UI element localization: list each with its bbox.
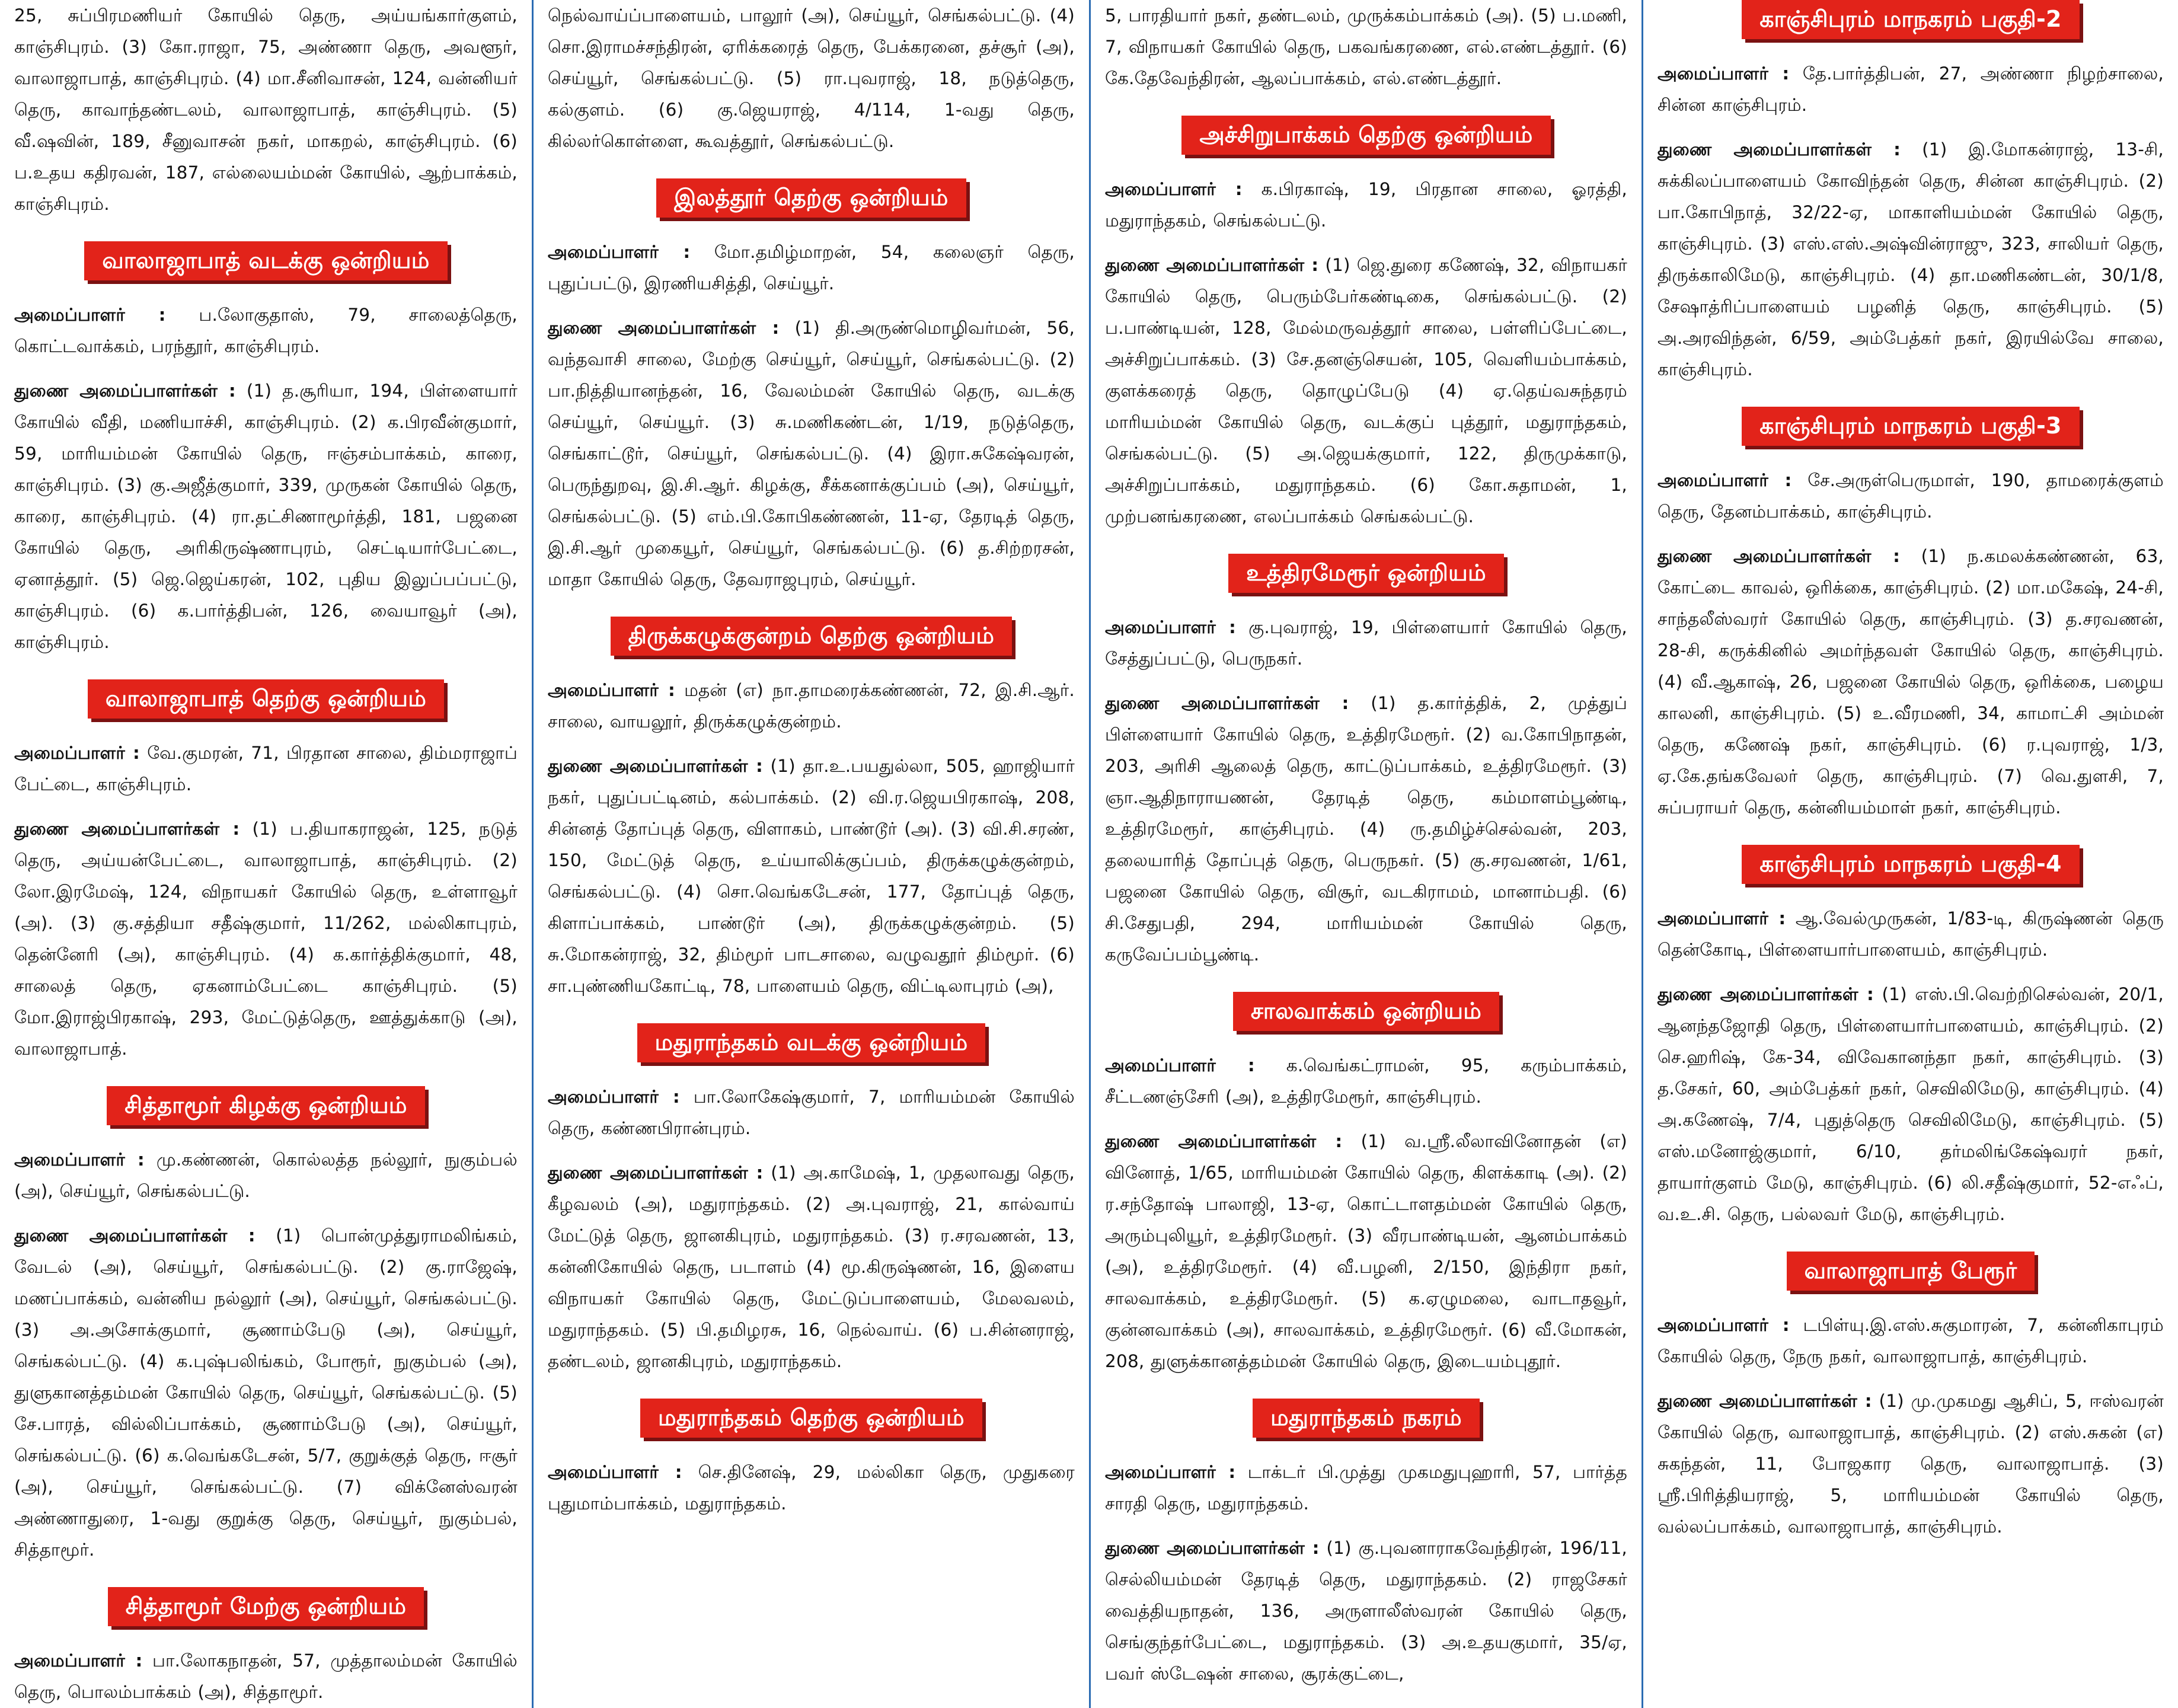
organiser-entry-text: செ.தினேஷ், 29, மல்லிகா தெரு, முதுகரை புதுமாம்பாக்கம், மதுராந்தகம். — [548, 1462, 1075, 1514]
section-heading-wrap — [548, 617, 1075, 656]
deputy-organisers-entry-text: (1) ஜெ.துரை கணேஷ், 32, விநாயகர் கோயில் தெரு, பெரும்பேர்கண்டிகை, செங்கல்பட்டு. (2) ப.பாண்டியன், 128, மேல்மருவத்தூர் சாலை, பள்ளிப்பேட்டை, அச்சிறுப்பாக்கம். (3) சே.தனஞ்செயன், 105, வெளியம்பாக்கம், குளக்கரைத் தெரு, தொழுப்பேடு (4) ஏ.தெய்வசுந்தரம் மாரியம்மன் கோயில் தெரு, வடக்குப் புத்தூர், மதுராந்தகம், செங்கல்பட்டு. (5) அ.ஜெயக்குமார், 122, திருமுக்காடு, அச்சிறுப்பாக்கம், மதுராந்தகம். (6) கோ.சுதாமன், 1, முற்பனங்கரணை, எலப்பாக்கம் செங்கல்பட்டு. — [1105, 255, 1628, 526]
column-4 — [1643, 0, 2178, 1708]
organiser-entry — [1658, 903, 2164, 966]
deputy-organisers-entry-label: துணை அமைப்பாளர்கள் : — [14, 819, 240, 839]
section-heading-wrap — [14, 1086, 518, 1125]
section-heading-wrap — [14, 679, 518, 719]
union-section — [14, 1587, 518, 1708]
deputy-organisers-entry-label: துணை அமைப்பாளர்கள் : — [1105, 1538, 1320, 1558]
deputy-organisers-entry-text: (1) மு.முகமது ஆசிப், 5, ஈஸ்வரன் கோயில் தெரு, வாலாஜாபாத், காஞ்சிபுரம். (2) எஸ்.சுகன் (எ) சுகந்தன், 11, போஜகார தெரு, வாலாஜாபாத். (3) ஸ்ரீ.பிரித்தியராஜ், 5, மாரியம்மன் கோயில் தெரு, வல்லப்பாக்கம், வாலாஜாபாத், காஞ்சிபுரம். — [1658, 1391, 2164, 1537]
union-section — [548, 1023, 1075, 1377]
deputy-organisers-entry — [14, 375, 518, 658]
organiser-entry-label: அமைப்பாளர் : — [1658, 63, 1790, 84]
organiser-entry-text: பா.லோகநாதன், 57, முத்தாலம்மன் கோயில் தெரு, பொலம்பாக்கம் (அ), சித்தாமூர். — [14, 1650, 518, 1702]
section-heading: வாலாஜாபாத் வடக்கு ஒன்றியம் — [84, 241, 447, 280]
organiser-entry — [548, 675, 1075, 738]
section-heading: காஞ்சிபுரம் மாநகரம் பகுதி-4 — [1742, 845, 2080, 884]
union-section — [548, 1399, 1075, 1519]
organiser-entry-label: அமைப்பாளர் : — [1105, 1055, 1255, 1075]
section-heading: வாலாஜாபாத் பேரூர் — [1787, 1252, 2035, 1291]
section-heading: மதுராந்தகம் நகரம் — [1253, 1399, 1480, 1438]
union-section — [1105, 554, 1627, 970]
organiser-entry-label: அமைப்பாளர் : — [14, 305, 166, 325]
deputy-organisers-entry-label: துணை அமைப்பாளர்கள் : — [1658, 139, 1901, 159]
union-section — [14, 679, 518, 1065]
organiser-entry-label: அமைப்பாளர் : — [548, 1462, 682, 1482]
organiser-entry-label: அமைப்பாளர் : — [14, 1150, 145, 1170]
deputy-organisers-entry-text: (1) பொன்முத்துராமலிங்கம், வேடல் (அ), செய்யூர், செங்கல்பட்டு. (2) கு.ராஜேஷ், மணப்பாக்கம், வன்னிய நல்லூர் (அ), செய்யூர், செங்கல்பட்டு. (3) அ.அசோக்குமார், சூணாம்பேடு (அ), செய்யூர், செங்கல்பட்டு. (4) க.புஷ்பலிங்கம், போரூர், நுகும்பல் (அ), துளுகானத்தம்மன் கோயில் தெரு, செய்யூர், செங்கல்பட்டு. (5) சே.பாரத், வில்லிப்பாக்கம், சூணாம்பேடு (அ), செய்யூர், செங்கல்பட்டு. (6) க.வெங்கடேசன், 5/7, குறுக்குத் தெரு, ஈசூர் (அ), செய்யூர், செங்கல்பட்டு. (7) விக்னேஸ்வரன் அண்ணாதுரை, 1-வது குறுக்கு தெரு, செய்யூர், நுகும்பல், சித்தாமூர். — [14, 1225, 518, 1560]
section-heading-wrap — [14, 241, 518, 280]
section-heading: இலத்தூர் தெற்கு ஒன்றியம் — [656, 178, 966, 218]
section-heading-wrap — [548, 1399, 1075, 1438]
organiser-entry-label: அமைப்பாளர் : — [1658, 908, 1786, 928]
deputy-organisers-entry-label: துணை அமைப்பாளர்கள் : — [1105, 693, 1349, 713]
organiser-entry-label: அமைப்பாளர் : — [548, 1087, 680, 1107]
union-section — [1105, 1399, 1627, 1690]
deputy-organisers-entry-label: துணை அமைப்பாளர்கள் : — [1658, 546, 1901, 566]
union-section — [1658, 0, 2164, 385]
section-heading-wrap — [1658, 845, 2164, 884]
section-heading-wrap — [1105, 1399, 1627, 1438]
section-heading: சாலவாக்கம் ஒன்றியம் — [1233, 992, 1499, 1031]
deputy-organisers-entry — [1658, 1385, 2164, 1543]
deputy-organisers-entry — [14, 1220, 518, 1566]
deputy-organisers-entry-label: துணை அமைப்பாளர்கள் : — [548, 756, 764, 776]
organiser-entry — [14, 738, 518, 800]
deputy-organisers-entry — [1658, 134, 2164, 385]
deputy-organisers-entry — [1105, 250, 1627, 532]
organiser-entry-label: அமைப்பாளர் : — [1105, 179, 1243, 199]
union-section — [1658, 407, 2164, 823]
union-section — [1658, 845, 2164, 1230]
deputy-organisers-entry-label: துணை அமைப்பாளர்கள் : — [1658, 984, 1874, 1004]
organiser-entry — [1658, 58, 2164, 121]
deputy-organisers-entry-text: (1) த.கார்த்திக், 2, முத்துப் பிள்ளையார் கோயில் தெரு, உத்திரமேரூர். (2) வ.கோபிநாதன், 203, அரிசி ஆலைத் தெரு, காட்டுப்பாக்கம், உத்திரமேரூர். (3) ஞா.ஆதிநாராயணன், தேரடித் தெரு, கம்மாளம்பூண்டி, உத்திரமேரூர், காஞ்சிபுரம். (4) ரு.தமிழ்ச்செல்வன், 203, தலையாரித் தோப்புத் தெரு, பெருநகர். (5) கு.சரவணன், 1/61, பஜனை கோயில் தெரு, விசூர், வடகிராமம், மானாம்பதி. (6) சி.சேதுபதி, 294, மாரியம்மன் கோயில் தெரு, கருவேப்பம்பூண்டி. — [1105, 693, 1628, 965]
organiser-entry — [1658, 465, 2164, 528]
organiser-entry-text: க.பிரகாஷ், 19, பிரதான சாலை, ஓரத்தி, மதுராந்தகம், செங்கல்பட்டு. — [1105, 179, 1627, 231]
organiser-entry-label: அமைப்பாளர் : — [14, 1650, 143, 1671]
deputy-organisers-entry — [1105, 1533, 1627, 1690]
organiser-entry — [548, 1081, 1075, 1144]
deputy-organisers-entry-text: (1) அ.காமேஷ், 1, முதலாவது தெரு, கீழவலம் (அ), மதுராந்தகம். (2) அ.புவராஜ், 21, கால்வாய் மேட்டுத் தெரு, ஜானகிபுரம், மதுராந்தகம். (3) ர.சரவணன், 13, கன்னிகோயில் தெரு, படாளம் (4) மூ.கிருஷ்ணன், 16, இளைய விநாயகர் கோயில் தெரு, மேட்டுப்பாளையம், மேலவலம், மதுராந்தகம். (5) பி.தமிழரசு, 16, நெல்வாய். (6) ப.சின்னராஜ், தண்டலம், ஜானகிபுரம், மதுராந்தகம். — [548, 1163, 1075, 1371]
section-heading-wrap — [1105, 116, 1627, 155]
organiser-entry-text: மதன் (எ) நா.தாமரைக்கண்ணன், 72, இ.சி.ஆர். சாலை, வாயலூர், திருக்கழுக்குன்றம். — [548, 680, 1075, 732]
organiser-entry-label: அமைப்பாளர் : — [1105, 1462, 1236, 1482]
deputy-organisers-entry-text: (1) எஸ்.பி.வெற்றிசெல்வன், 20/1, ஆனந்தஜோதி தெரு, பிள்ளையார்பாளையம், காஞ்சிபுரம். (2) செ.ஹரிஷ், கே-34, விவேகானந்தா நகர், காஞ்சிபுரம். (3) த.சேகர், 60, அம்பேத்கர் நகர், செவிலிமேடு, காஞ்சிபுரம். (4) அ.கணேஷ், 7/4, புதுத்தெரு செவிலிமேடு, காஞ்சிபுரம். (5) எஸ்.மனோஜ்குமார், 6/10, தர்மலிங்கேஷ்வரர் நகர், தாயார்குளம் மேடு, காஞ்சிபுரம். (6) லி.சதீஷ்குமார், 52-எஃப், வ.உ.சி. தெரு, பல்லவர் மேடு, காஞ்சிபுரம். — [1658, 984, 2164, 1224]
deputy-organisers-entry-text: (1) த.சூரியா, 194, பிள்ளையார் கோயில் வீதி, மணியாச்சி, காஞ்சிபுரம். (2) க.பிரவீன்குமார், 59, மாரியம்மன் கோயில் தெரு, ஈஞ்சம்பாக்கம், காரை, காஞ்சிபுரம். (3) கு.அஜீத்குமார், 339, முருகன் கோயில் தெரு, காரை, காஞ்சிபுரம். (4) ரா.தட்சிணாமூர்த்தி, 181, பஜனை கோயில் தெரு, அரிகிருஷ்ணாபுரம், செட்டியார்பேட்டை, ஏனாத்தூர். (5) ஜெ.ஜெய்கரன், 102, புதிய இலுப்பப்பட்டு, காஞ்சிபுரம். (6) க.பார்த்திபன், 126, வையாவூர் (அ), காஞ்சிபுரம். — [14, 381, 518, 652]
deputy-organisers-entry-label: துணை அமைப்பாளர்கள் : — [14, 381, 236, 401]
organiser-entry — [1105, 612, 1627, 675]
deputy-organisers-entry-text: (1) தா.உ.பயதுல்லா, 505, ஹாஜியார் நகர், புதுப்பட்டினம், கல்பாக்கம். (2) வி.ர.ஜெயபிரகாஷ், 208, சின்னத் தோப்புத் தெரு, விளாகம், பாண்டூர் (அ). (3) வி.சி.சரண், 150, மேட்டுத் தெரு, உய்யாலிக்குப்பம், திருக்கழுக்குன்றம், செங்கல்பட்டு. (4) சொ.வெங்கடேசன், 177, தோப்புத் தெரு, கிளாப்பாக்கம், பாண்டூர் (அ), திருக்கழுக்குன்றம். (5) சு.மோகன்ராஜ், 32, திம்மூர் பாடசாலை, வழுவதூர் திம்மூர். (6) சா.புண்ணியகோட்டி, 78, பாளையம் தெரு, விட்டிலாபுரம் (அ), — [548, 756, 1075, 996]
organiser-entry — [1658, 1310, 2164, 1372]
continued-text: 25, சுப்பிரமணியர் கோயில் தெரு, அய்யங்கார்குளம், காஞ்சிபுரம். (3) கோ.ராஜா, 75, அண்ணா தெரு, அவளூர், வாலாஜாபாத், காஞ்சிபுரம். (4) மா.சீனிவாசன், 124, வன்னியர் தெரு, காவாந்தண்டலம், வாலாஜாபாத், காஞ்சிபுரம். (5) வீ.ஷவின், 189, சீனுவாசன் நகர், மாகறல், காஞ்சிபுரம். (6) ப.உதய கதிரவன், 187, எல்லையம்மன் கோயில், ஆற்பாக்கம், காஞ்சிபுரம். — [14, 5, 518, 214]
section-heading-wrap — [14, 1587, 518, 1626]
deputy-organisers-entry-text: (1) ப.தியாகராஜன், 125, நடுத் தெரு, அய்யன்பேட்டை, வாலாஜாபாத், காஞ்சிபுரம். (2) லோ.இரமேஷ், 124, விநாயகர் கோயில் தெரு, உள்ளாவூர் (அ). (3) கு.சத்தியா சதீஷ்குமார், 11/262, மல்லிகாபுரம், தென்னேரி (அ), காஞ்சிபுரம். (4) க.கார்த்திக்குமார், 48, சாலைத் தெரு, ஏகனாம்பேட்டை காஞ்சிபுரம். (5) மோ.இராஜ்பிரகாஷ், 293, மேட்டுத்தெரு, ஊத்துக்காடு (அ), வாலாஜாபாத். — [14, 819, 518, 1059]
organiser-entry — [548, 1457, 1075, 1519]
column-1 — [0, 0, 534, 1708]
union-section — [1105, 992, 1627, 1377]
organiser-entry-text: பா.லோகேஷ்குமார், 7, மாரியம்மன் கோயில் தெரு, கண்ணபிரான்புரம். — [548, 1087, 1075, 1138]
organiser-entry — [14, 299, 518, 362]
organiser-entry-label: அமைப்பாளர் : — [14, 743, 140, 763]
section-heading-wrap — [1105, 992, 1627, 1031]
deputy-organisers-entry-label: துணை அமைப்பாளர்கள் : — [1105, 1131, 1343, 1151]
column-2 — [534, 0, 1091, 1708]
deputy-organisers-entry — [1658, 541, 2164, 823]
deputy-organisers-entry-text: (1) இ.மோகன்ராஜ், 13-சி, சுக்கிலப்பாளையம் கோவிந்தன் தெரு, சின்ன காஞ்சிபுரம். (2) பா.கோபிநாத், 32/22-ஏ, மாகாளியம்மன் கோயில் தெரு, காஞ்சிபுரம். (3) எஸ்.எஸ்.அஷ்வின்ராஜு, 323, சாலியர் தெரு, திருக்காலிமேடு, காஞ்சிபுரம். (4) தா.மணிகண்டன், 30/1/8, சேஷாத்ரிப்பாளையம் பழனித் தெரு, காஞ்சிபுரம். (5) அ.அரவிந்தன், 6/59, அம்பேத்கர் நகர், இரயில்வே சாலை, காஞ்சிபுரம். — [1658, 139, 2164, 379]
column-3 — [1091, 0, 1643, 1708]
deputy-organisers-entry-text: (1) ந.கமலக்கண்ணன், 63, கோட்டை காவல், ஒரிக்கை, காஞ்சிபுரம். (2) மா.மகேஷ், 24-சி, சாந்தலீஸ்வரர் கோயில் தெரு, காஞ்சிபுரம். (3) த.சரவணன், 28-சி, கருக்கினில் அமர்ந்தவள் கோயில் தெரு, காஞ்சிபுரம். (4) வீ.ஆகாஷ், 26, பஜனை கோயில் தெரு, ஒரிக்கை, பழைய காலனி, காஞ்சிபுரம். (5) உ.வீரமணி, 34, காமாட்சி அம்மன் தெரு, கணேஷ் நகர், காஞ்சிபுரம். (6) ர.புவராஜ், 1/3, ஏ.கே.தங்கவேலர் தெரு, காஞ்சிபுரம். (7) வெ.துளசி, 7, சுப்பராயர் தெரு, கன்னியம்மாள் நகர், காஞ்சிபுரம். — [1658, 546, 2164, 818]
deputy-organisers-entry — [1658, 979, 2164, 1230]
section-heading: காஞ்சிபுரம் மாநகரம் பகுதி-3 — [1742, 407, 2080, 446]
deputy-organisers-entry-label: துணை அமைப்பாளர்கள் : — [548, 1163, 764, 1183]
organiser-entry-text: மோ.தமிழ்மாறன், 54, கலைஞர் தெரு, புதுப்பட்டு, இரணியசித்தி, செய்யூர். — [548, 242, 1075, 293]
deputy-organisers-entry-text: (1) வ.ஸ்ரீ.லீலாவினோதன் (எ) வினோத், 1/65, மாரியம்மன் கோயில் தெரு, கிளக்காடி (அ). (2) ர.சந்தோஷ் பாலாஜி, 13-ஏ, கொட்டாளதம்மன் கோயில் தெரு, அரும்புலியூர், உத்திரமேரூர். (3) வீரபாண்டியன், ஆனம்பாக்கம் (அ), உத்திரமேரூர். (4) வீ.பழனி, 2/150, இந்திரா நகர், சாலவாக்கம், உத்திரமேரூர். (5) க.ஏழுமலை, வாடாதவூர், குன்னவாக்கம் (அ), சாலவாக்கம், உத்திரமேரூர். (6) வீ.மோகன், 208, துளுக்கானத்தம்மன் கோயில் தெரு, இடையம்புதூர். — [1105, 1131, 1628, 1371]
column-content — [548, 0, 1075, 1519]
continued-text: நெல்வாய்ப்பாளையம், பாலூர் (அ), செய்யூர், செங்கல்பட்டு. (4) சொ.இராமச்சந்திரன், ஏரிக்கரைத் தெரு, பேக்கரனை, தச்சூர் (அ), செய்யூர், செங்கல்பட்டு. (5) ரா.புவராஜ், 18, நடுத்தெரு, கல்குளம். (6) கு.ஜெயராஜ், 4/114, 1-வது தெரு, கில்லர்கொள்ளை, கூவத்தூர், செங்கல்பட்டு. — [548, 5, 1075, 151]
deputy-organisers-entry-text: (1) கு.புவனாராகவேந்திரன், 196/11, செல்லியம்மன் தேரடித் தெரு, மதுராந்தகம். (2) ராஜசேகர் வைத்தியநாதன், 136, அருளாலீஸ்வரன் கோயில் தெரு, செங்குந்தர்பேட்டை, மதுராந்தகம். (3) அ.உதயகுமார், 35/ஏ, பவர் ஸ்டேஷன் சாலை, சூரக்குட்டை, — [1105, 1538, 1627, 1684]
organiser-entry-label: அமைப்பாளர் : — [548, 680, 675, 700]
deputy-organisers-entry-label: துணை அமைப்பாளர்கள் : — [14, 1225, 256, 1246]
deputy-organisers-entry-label: துணை அமைப்பாளர்கள் : — [1105, 255, 1319, 275]
organiser-entry-text: ஆ.வேல்முருகன், 1/83-டி, கிருஷ்ணன் தெரு தென்கோடி, பிள்ளையார்பாளையம், காஞ்சிபுரம். — [1658, 908, 2164, 960]
deputy-organisers-entry — [1105, 1126, 1627, 1377]
deputy-organisers-entry-label: துணை அமைப்பாளர்கள் : — [1658, 1391, 1872, 1411]
organiser-entry-text: டபிள்யு.இ.எஸ்.சுகுமாரன், 7, கன்னிகாபுரம் கோயில் தெரு, நேரு நகர், வாலாஜாபாத், காஞ்சிபுரம். — [1658, 1315, 2164, 1367]
organiser-entry-text: சே.அருள்பெருமாள், 190, தாமரைக்குளம் தெரு, தேனம்பாக்கம், காஞ்சிபுரம். — [1658, 470, 2164, 522]
deputy-organisers-entry-label: துணை அமைப்பாளர்கள் : — [548, 318, 780, 338]
organiser-entry — [14, 1144, 518, 1207]
continued-text: 5, பாரதியார் நகர், தண்டலம், முருக்கம்பாக்கம் (அ). (5) ப.மணி, 7, விநாயகர் கோயில் தெரு, பகவங்கரணை, எல்.எண்டத்தூர். (6) கே.தேவேந்திரன், ஆலப்பாக்கம், எல்.எண்டத்தூர். — [1105, 5, 1627, 88]
organiser-entry — [14, 1645, 518, 1708]
section-heading-wrap — [1658, 407, 2164, 446]
organiser-entry — [1105, 174, 1627, 237]
section-heading: அச்சிறுபாக்கம் தெற்கு ஒன்றியம் — [1181, 116, 1550, 155]
section-heading: உத்திரமேரூர் ஒன்றியம் — [1228, 554, 1504, 593]
section-heading: வாலாஜாபாத் தெற்கு ஒன்றியம் — [88, 679, 444, 719]
column-content — [14, 0, 518, 1708]
deputy-organisers-entry — [548, 751, 1075, 1002]
union-section — [548, 178, 1075, 595]
deputy-organisers-entry — [1105, 688, 1627, 970]
organiser-entry-label: அமைப்பாளர் : — [1658, 470, 1792, 490]
union-section — [548, 617, 1075, 1002]
section-heading-wrap — [1658, 0, 2164, 39]
union-section — [1105, 116, 1627, 532]
deputy-organisers-entry — [548, 312, 1075, 595]
deputy-organisers-entry — [14, 813, 518, 1065]
organiser-entry-text: டாக்டர் பி.முத்து முகமதுபுஹாரி, 57, பார்த்த சாரதி தெரு, மதுராந்தகம். — [1105, 1462, 1627, 1514]
section-heading: காஞ்சிபுரம் மாநகரம் பகுதி-2 — [1742, 0, 2080, 39]
organiser-entry-text: தே.பார்த்திபன், 27, அண்ணா நிழற்சாலை, சின்ன காஞ்சிபுரம். — [1658, 63, 2164, 115]
deputy-organisers-entry — [548, 1157, 1075, 1377]
organiser-entry-label: அமைப்பாளர் : — [548, 242, 691, 262]
organiser-entry — [548, 237, 1075, 299]
union-section — [14, 241, 518, 658]
organiser-entry — [1105, 1457, 1627, 1519]
section-heading-wrap — [548, 178, 1075, 218]
section-heading-wrap — [1658, 1252, 2164, 1291]
section-heading: சித்தாமூர் கிழக்கு ஒன்றியம் — [107, 1086, 424, 1125]
organiser-entry-text: ப.லோகுதாஸ், 79, சாலைத்தெரு, கொட்டவாக்கம், பரந்தூர், காஞ்சிபுரம். — [14, 305, 518, 356]
deputy-organisers-entry-text: (1) தி.அருண்மொழிவர்மன், 56, வந்தவாசி சாலை, மேற்கு செய்யூர், செய்யூர், செங்கல்பட்டு. (2) பா.நித்தியானந்தன், 16, வேலம்மன் கோயில் தெரு, வடக்கு செய்யூர், செய்யூர். (3) சு.மணிகண்டன், 1/19, நடுத்தெரு, செங்காட்டூர், செய்யூர், செங்கல்பட்டு. (4) இரா.சுகேஷ்வரன், பெருந்துறவு, இ.சி.ஆர். கிழக்கு, சீக்கனாக்குப்பம் (அ), செய்யூர், செங்கல்பட்டு. (5) எம்.பி.கோபிகண்ணன், 11-ஏ, தேரடித் தெரு, இ.சி.ஆர் முகையூர், செய்யூர், செங்கல்பட்டு. (6) த.சிற்றரசன், மாதா கோயில் தெரு, தேவராஜபுரம், செய்யூர். — [548, 318, 1075, 589]
column-content — [1658, 0, 2164, 1543]
organiser-entry-text: கு.புவராஜ், 19, பிள்ளையார் கோயில் தெரு, சேத்துப்பட்டு, பெருநகர். — [1105, 617, 1627, 669]
organiser-entry-text: வே.குமரன், 71, பிரதான சாலை, திம்மராஜாப் பேட்டை, காஞ்சிபுரம். — [14, 743, 518, 794]
union-section — [14, 1086, 518, 1566]
section-heading-wrap — [1105, 554, 1627, 593]
organiser-entry-text: மு.கண்ணன், கொல்லத்த நல்லூர், நுகும்பல் (அ), செய்யூர், செங்கல்பட்டு. — [14, 1150, 518, 1201]
column-content — [1105, 0, 1627, 1690]
section-heading: மதுராந்தகம் தெற்கு ஒன்றியம் — [640, 1399, 982, 1438]
union-section — [1658, 1252, 2164, 1543]
section-heading: மதுராந்தகம் வடக்கு ஒன்றியம் — [637, 1023, 986, 1062]
organiser-entry — [1105, 1050, 1627, 1113]
section-heading: சித்தாமூர் மேற்கு ஒன்றியம் — [108, 1587, 424, 1626]
organiser-entry-label: அமைப்பாளர் : — [1658, 1315, 1790, 1335]
section-heading: திருக்கழுக்குன்றம் தெற்கு ஒன்றியம் — [611, 617, 1012, 656]
organiser-entry-text: க.வெங்கட்ராமன், 95, கரும்பாக்கம், சீட்டணஞ்சேரி (அ), உத்திரமேரூர், காஞ்சிபுரம். — [1105, 1055, 1627, 1107]
section-heading-wrap — [548, 1023, 1075, 1062]
organiser-entry-label: அமைப்பாளர் : — [1105, 617, 1236, 637]
